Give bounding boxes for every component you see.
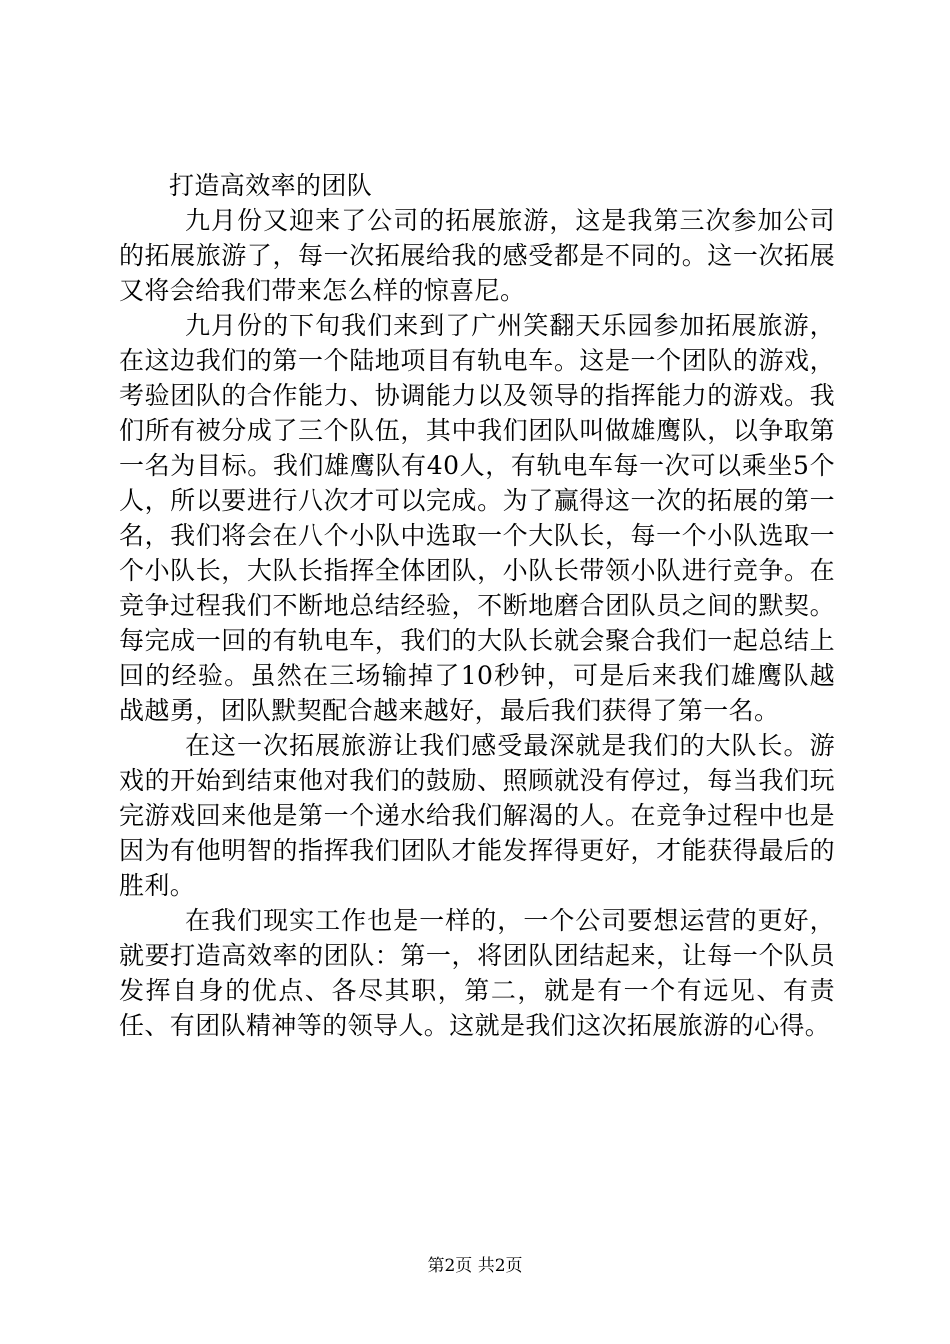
- document-body: [119, 168, 835, 1043]
- document-title: 打造高效率的团队: [169, 171, 373, 200]
- paragraph-conclusion: 在我们现实工作也是一样的，一个公司要想运营的更好，就要打造高效率的团队：第一，将团队团结起来，让每一个队员发挥自身的优点、各尽其职，第二，就是有一个有远见、有责任、有团队精神等的领导人。这就是我们这次拓展旅游的心得。: [119, 906, 835, 1040]
- page-number-footer: 第2页 共2页: [427, 1256, 523, 1276]
- paragraph-intro: 九月份又迎来了公司的拓展旅游，这是我第三次参加公司的拓展旅游了，每一次拓展给我的感受都是不同的。这一次拓展又将会给我们带来怎么样的惊喜尼。: [119, 206, 835, 305]
- paragraph-captain: 在这一次拓展旅游让我们感受最深就是我们的大队长。游戏的开始到结束他对我们的鼓励、照顾就没有停过，每当我们玩完游戏回来他是第一个递水给我们解渴的人。在竞争过程中也是因为有他明智的指挥我们团队才能发挥得更好，才能获得最后的胜利。: [119, 731, 835, 900]
- paragraph-event: 九月份的下旬我们来到了广州笑翻天乐园参加拓展旅游，在这边我们的第一个陆地项目有轨电车。这是一个团队的游戏，考验团队的合作能力、协调能力以及领导的指挥能力的游戏。我们所有被分成了三个队伍，其中我们团队叫做雄鹰队，以争取第一名为目标。我们雄鹰队有40人，有轨电车每一次可以乘坐5个人，所以要进行八次才可以完成。为了赢得这一次的拓展的第一名，我们将会在八个小队中选取一个大队长，每一个小队选取一个小队长，大队长指挥全体团队，小队长带领小队进行竞争。在竞争过程我们不断地总结经验，不断地磨合团队员之间的默契。每完成一回的有轨电车，我们的大队长就会聚合我们一起总结上回的经验。虽然在三场输掉了10秒钟，可是后来我们雄鹰队越战越勇，团队默契配合越来越好，最后我们获得了第一名。: [119, 311, 835, 725]
